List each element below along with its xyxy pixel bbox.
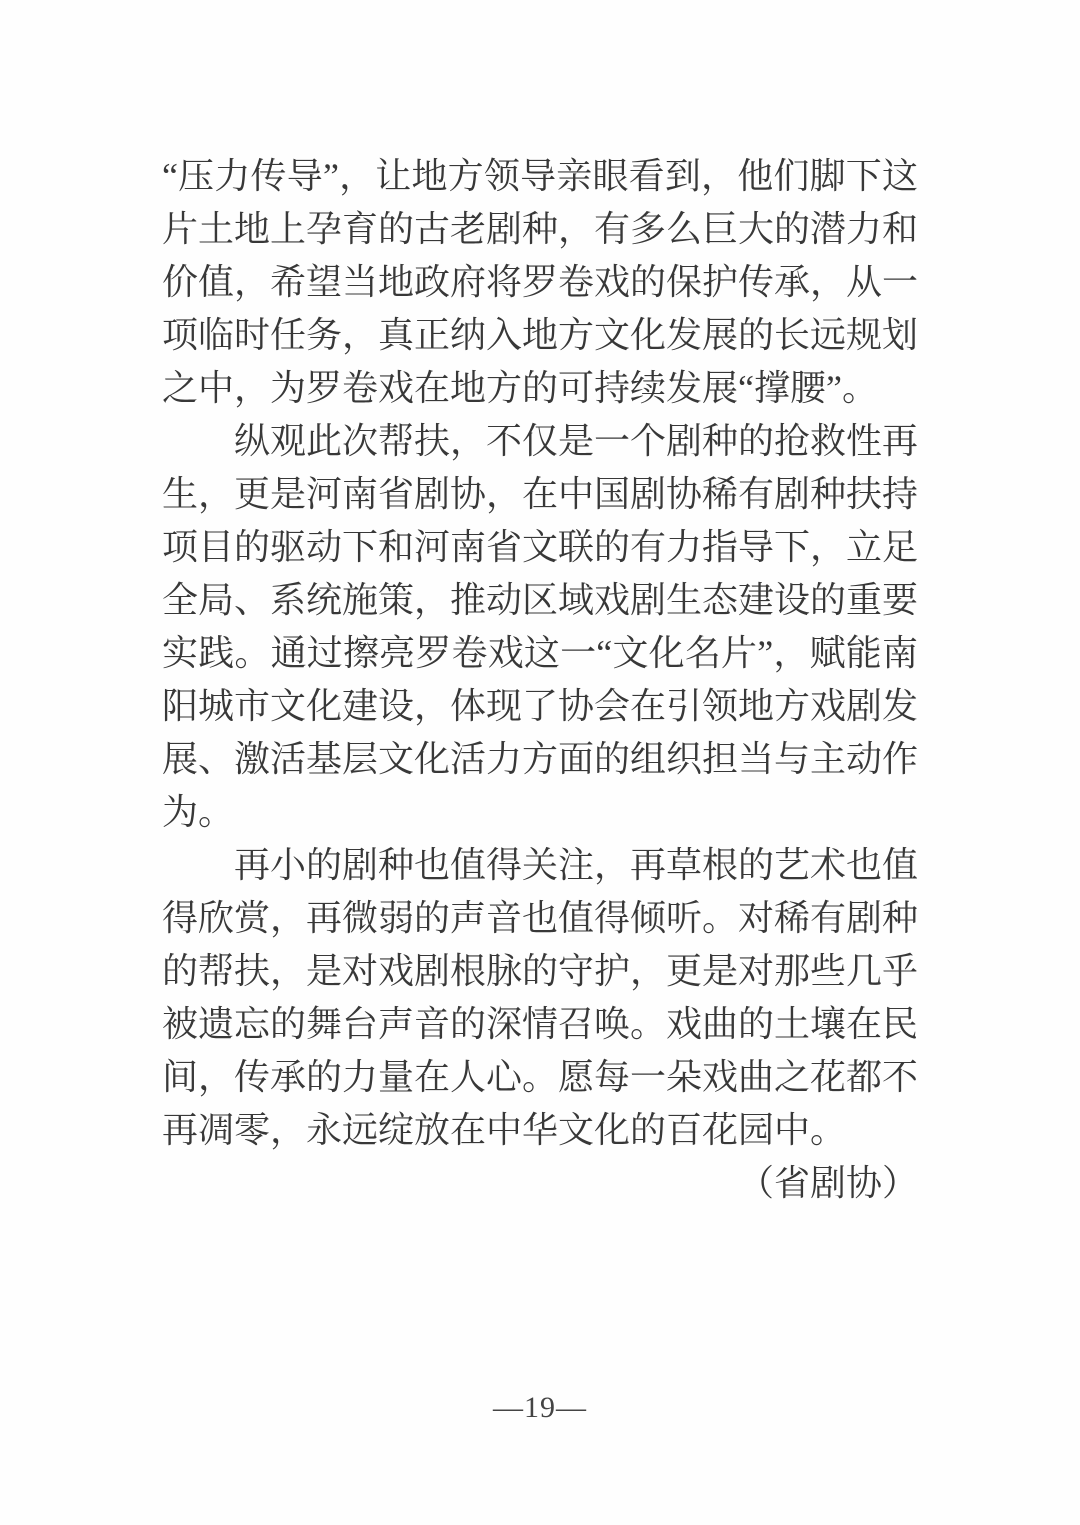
page-number: —19— (493, 1391, 587, 1424)
paragraph-1: “压力传导”，让地方领导亲眼看到，他们脚下这片土地上孕育的古老剧种，有多么巨大的潜力和价值，希望当地政府将罗卷戏的保护传承，从一项临时任务，真正纳入地方文化发展的长远规划之中，为罗卷戏在地方的可持续发展“撑腰”。 (162, 156, 919, 408)
document-text (162, 150, 918, 1210)
paragraph-2: 纵观此次帮扶，不仅是一个剧种的抢救性再生，更是河南省剧协，在中国剧协稀有剧种扶持项目的驱动下和河南省文联的有力指导下，立足全局、系统施策，推动区域戏剧生态建设的重要实践。通过擦亮罗卷戏这一“文化名片”，赋能南阳城市文化建设，体现了协会在引领地方戏剧发展、激活基层文化活力方面的组织担当与主动作为。 (162, 421, 919, 832)
signature-line: （省剧协） (737, 1163, 918, 1203)
paragraph-3: 再小的剧种也值得关注，再草根的艺术也值得欣赏，再微弱的声音也值得倾听。对稀有剧种的帮扶，是对戏剧根脉的守护，更是对那些几乎被遗忘的舞台声音的深情召唤。戏曲的土壤在民间，传承的力量在人心。愿每一朵戏曲之花都不再凋零，永远绽放在中华文化的百花园中。 (162, 845, 919, 1150)
